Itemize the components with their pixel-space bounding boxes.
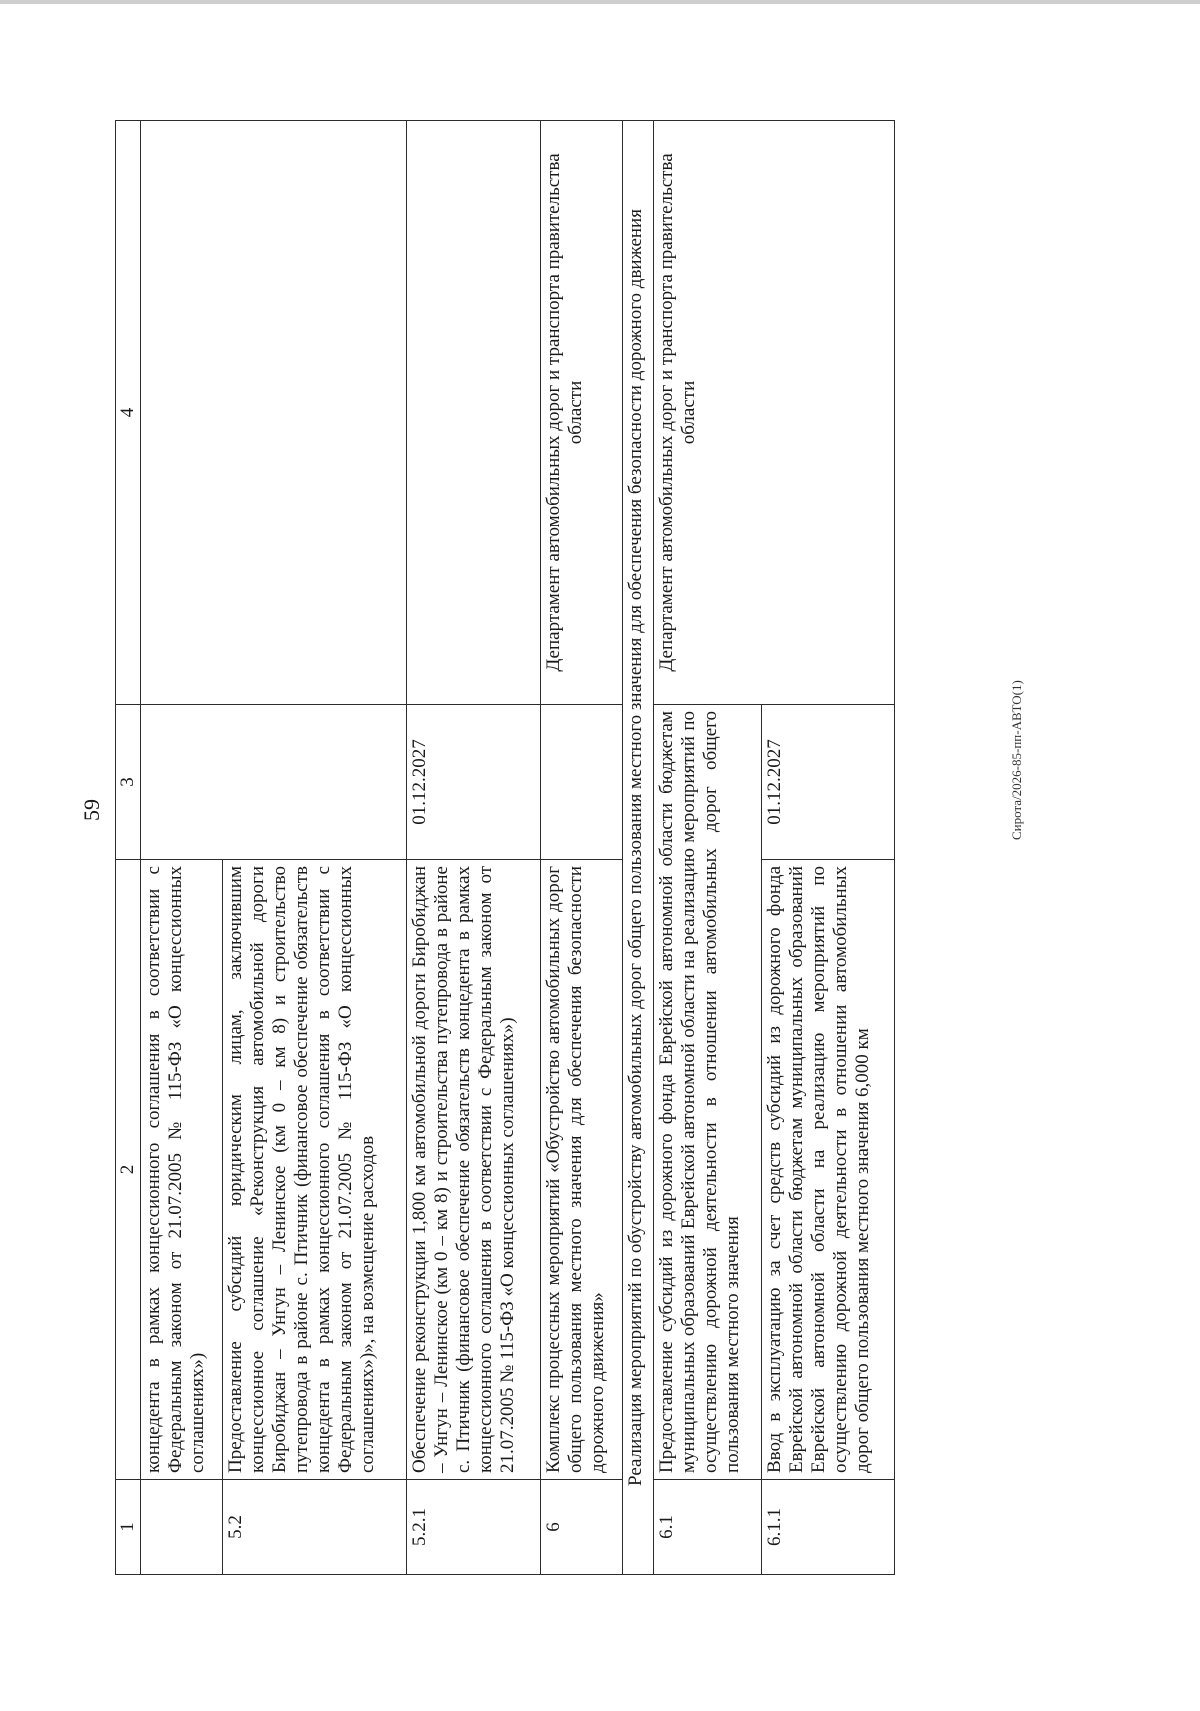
document-code: Сирота/2026-85-пп-АВТО(1) — [1009, 680, 1024, 840]
header-col-3: 3 — [116, 705, 141, 860]
row-deadline — [141, 705, 407, 860]
row-section-text: Реализация мероприятий по обустройству автомобильных дорог общего пользования местного значения для обеспечения безопасности дорожного движения — [622, 121, 653, 1575]
table-row — [540, 121, 622, 1575]
header-col-4: 4 — [116, 121, 141, 705]
row-description: Предоставление субсидий юридическим лицам, заключившим концессионное соглашение «Реконструкция автомобильной дороги Биробиджан – Унгун – Ленинское (км 0 – км 8) и строительство путепровода в районе с. Птичник (финансовое обеспечение обязательств концедента в рамках концессионного соглашения в соответствии с Федеральным законом от 21.07.2005 № 115-ФЗ «О концессионных соглашениях»)», на возмещение расходов — [223, 860, 407, 1480]
measures-table-rotated — [115, 120, 895, 1575]
measures-table — [115, 120, 895, 1575]
row-executor — [141, 121, 407, 705]
row-number: 5.2.1 — [407, 1480, 540, 1575]
scan-top-edge — [0, 0, 1200, 4]
row-description: Комплекс процессных мероприятий «Обустройство автомобильных дорог общего пользования местного значения для обеспечения безопасности дорожного движения» — [540, 860, 622, 1480]
row-description: концедента в рамках концессионного соглашения в соответствии с Федеральным законом от 21.07.2005 № 115-ФЗ «О концессионных соглашениях») — [141, 860, 223, 1480]
row-executor — [407, 121, 540, 705]
header-col-1: 1 — [116, 1480, 141, 1575]
row-deadline — [540, 705, 622, 860]
row-number — [141, 1480, 223, 1575]
row-executor: Департамент автомобильных дорог и транспорта правительства области — [654, 121, 895, 705]
table-row-span — [622, 121, 653, 1575]
row-description: Предоставление субсидий из дорожного фонда Еврейской автономной области бюджетам муниципальных образований Еврейской автономной области на реализацию мероприятий по осуществлению дорожной деятельности в отношении автомобильных дорог общего пользования местного значения — [654, 705, 762, 1480]
table-row — [141, 121, 223, 1575]
page-number: 59 — [79, 799, 104, 821]
row-description: Обеспечение реконструкции 1,800 км автомобильной дороги Биробиджан – Унгун – Ленинское (км 0 – км 8) и строительства путепровода в районе с. Птичник (финансовое обеспечение обязательств концедента в рамках концессионного соглашения в соответствии с Федеральным законом от 21.07.2005 № 115-ФЗ «О концессионных соглашениях») — [407, 860, 540, 1480]
header-col-2: 2 — [116, 860, 141, 1480]
table-row — [407, 121, 540, 1575]
row-number: 6.1 — [654, 1480, 762, 1575]
header-row — [116, 121, 141, 1575]
row-number: 6.1.1 — [761, 1480, 894, 1575]
row-deadline: 01.12.2027 — [761, 705, 894, 860]
table-row — [654, 121, 762, 1575]
row-number: 5.2 — [223, 1480, 407, 1575]
row-deadline: 01.12.2027 — [407, 705, 540, 860]
row-number: 6 — [540, 1480, 622, 1575]
row-executor: Департамент автомобильных дорог и транспорта правительства области — [540, 121, 622, 705]
row-description: Ввод в эксплуатацию за счет средств субсидий из дорожного фонда Еврейской автономной области бюджетам муниципальных образований Еврейской автономной области на реализацию мероприятий по осуществлению дорожной деятельности в отношении автомобильных дорог общего пользования местного значения 6,000 км — [761, 860, 894, 1480]
